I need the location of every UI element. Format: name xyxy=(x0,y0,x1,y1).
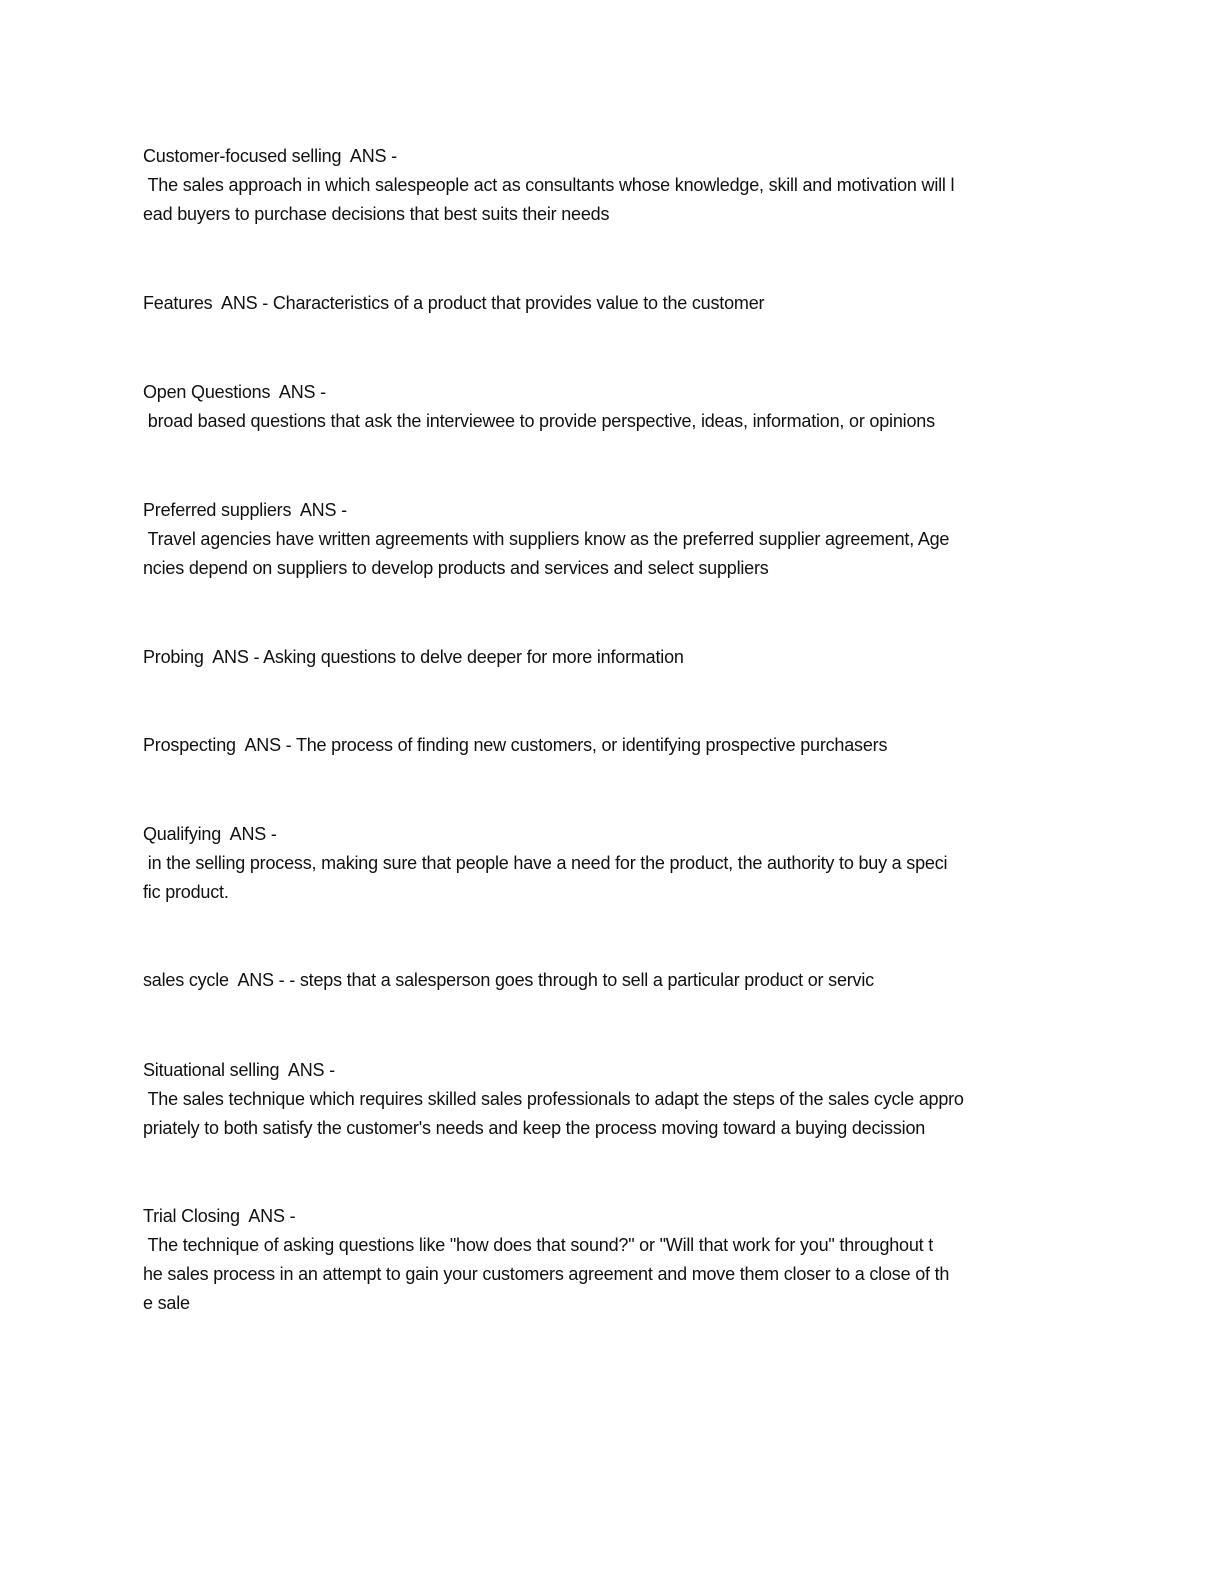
entry-term: Preferred suppliers ANS - xyxy=(143,500,347,520)
entry-definition-line: e sale xyxy=(143,1293,190,1313)
entry-definition-line: The sales approach in which salespeople act as consultants whose knowledge, skill and motivation will l xyxy=(143,175,955,195)
entry-term: Qualifying ANS - xyxy=(143,824,277,844)
entry-definition-line: ncies depend on suppliers to develop products and services and select suppliers xyxy=(143,558,769,578)
entry-term: Probing ANS - Asking questions to delve deeper for more information xyxy=(143,647,684,667)
entry-term: Situational selling ANS - xyxy=(143,1060,335,1080)
entry-definition-line: broad based questions that ask the interviewee to provide perspective, ideas, information, or opinions xyxy=(143,411,935,431)
entry-definition-line: Travel agencies have written agreements with suppliers know as the preferred supplier agreement, Age xyxy=(143,529,950,549)
entry-definition-line: The sales technique which requires skilled sales professionals to adapt the steps of the sales cycle appro xyxy=(143,1089,964,1109)
entry-term: Trial Closing ANS - xyxy=(143,1206,296,1226)
entry-definition-line: The technique of asking questions like "how does that sound?" or "Will that work for you" throughout t xyxy=(143,1235,934,1255)
entry-term: Open Questions ANS - xyxy=(143,382,326,402)
entry-term: Features ANS - Characteristics of a product that provides value to the customer xyxy=(143,293,765,313)
entry-definition-line: ead buyers to purchase decisions that best suits their needs xyxy=(143,204,610,224)
entry-term: sales cycle ANS - - steps that a salesperson goes through to sell a particular product or servic xyxy=(143,970,874,990)
entry-definition-line: priately to both satisfy the customer's needs and keep the process moving toward a buying decission xyxy=(143,1118,926,1138)
entry-definition-line: in the selling process, making sure that people have a need for the product, the authority to buy a speci xyxy=(143,853,948,873)
entry-definition-line: he sales process in an attempt to gain your customers agreement and move them closer to a close of th xyxy=(143,1264,950,1284)
entry-definition-line: fic product. xyxy=(143,882,229,902)
entry-term: Prospecting ANS - The process of finding new customers, or identifying prospective purchasers xyxy=(143,735,888,755)
entry-term: Customer-focused selling ANS - xyxy=(143,146,397,166)
